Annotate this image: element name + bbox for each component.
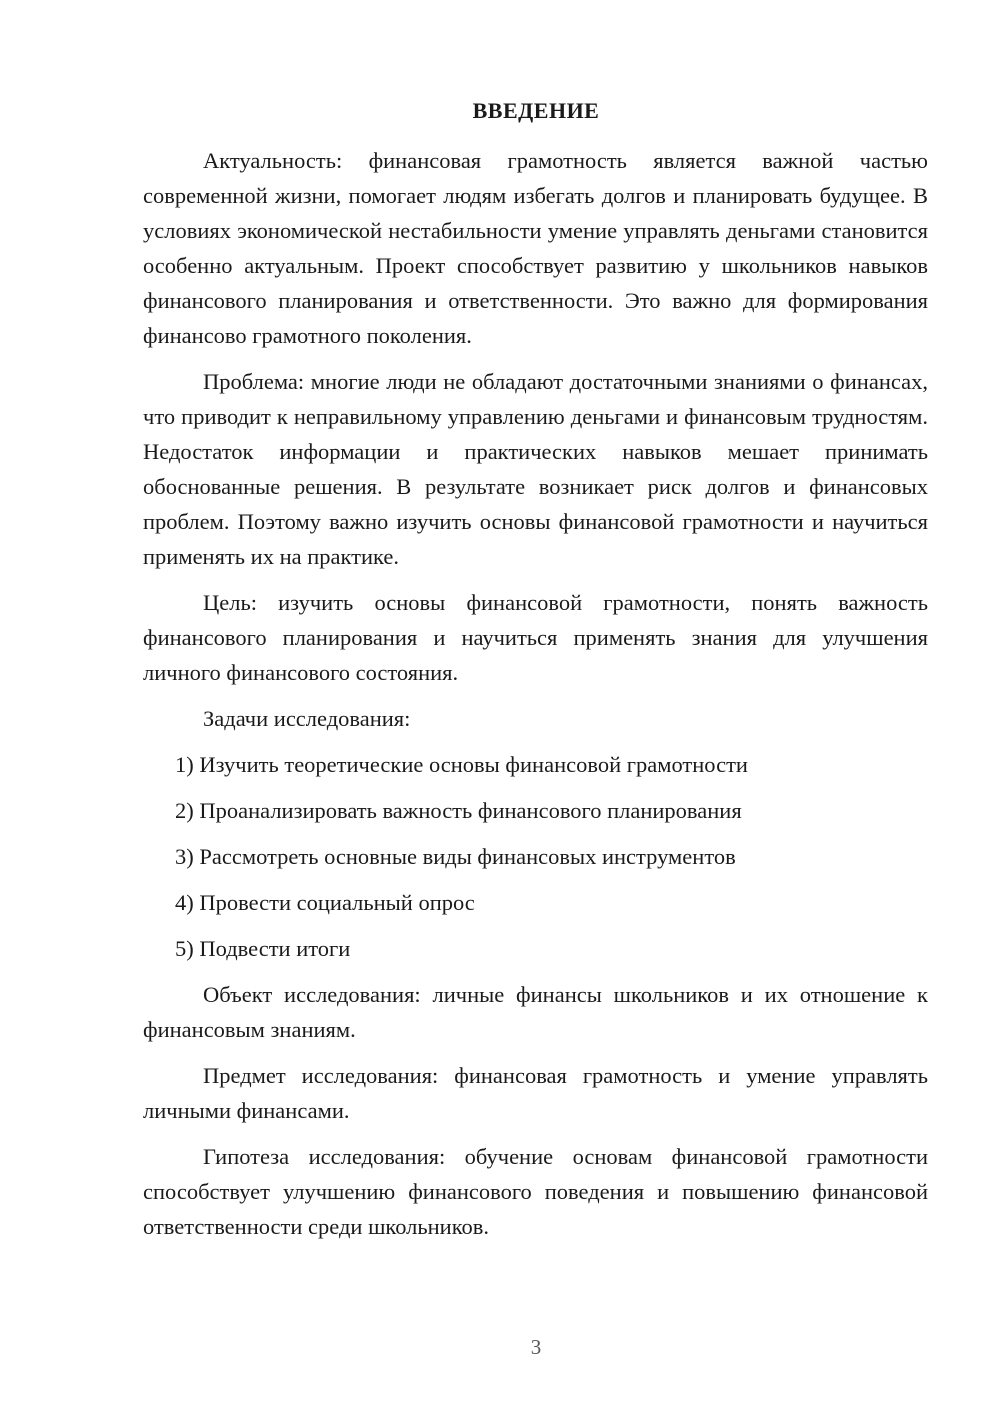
task-list-item: 5) Подвести итоги (175, 936, 351, 961)
page-number: 3 (530, 1335, 542, 1359)
task-list-item: 4) Провести социальный опрос (175, 890, 475, 915)
document-body (143, 143, 928, 1255)
task-list-item: 3) Рассмотреть основные виды финансовых инструментов (175, 844, 736, 869)
paragraph-goal: Цель: изучить основы финансовой грамотности, понять важность финансового планирования и научиться применять знания для улучшения личного финансового состояния. (143, 590, 928, 685)
task-list-item: 1) Изучить теоретические основы финансовой грамотности (175, 752, 748, 777)
paragraph-object: Объект исследования: личные финансы школьников и их отношение к финансовым знаниям. (143, 982, 928, 1042)
paragraph-hypothesis: Гипотеза исследования: обучение основам финансовой грамотности способствует улучшению финансового поведения и повышению финансовой ответственности среди школьников. (143, 1144, 928, 1239)
paragraph-subject: Предмет исследования: финансовая грамотность и умение управлять личными финансами. (143, 1063, 928, 1123)
paragraph-relevance: Актуальность: финансовая грамотность является важной частью современной жизни, помогает людям избегать долгов и планировать будущее. В условиях экономической нестабильности умение управлять деньгами становится особенно актуальным. Проект способствует развитию у школьников навыков финансового планирования и ответственности. Это важно для формирования финансово грамотного поколения. (143, 148, 928, 348)
section-title: ВВЕДЕНИЕ (472, 98, 600, 123)
task-list-item: 2) Проанализировать важность финансового планирования (175, 798, 742, 823)
paragraph-problem: Проблема: многие люди не обладают достаточными знаниями о финансах, что приводит к неправильному управлению деньгами и финансовым трудностям. Недостаток информации и практических навыков мешает принимать обоснованные решения. В результате возникает риск долгов и финансовых проблем. Поэтому важно изучить основы финансовой грамотности и научиться применять их на практике. (143, 369, 928, 569)
paragraph-tasks-heading: Задачи исследования: (203, 706, 411, 731)
